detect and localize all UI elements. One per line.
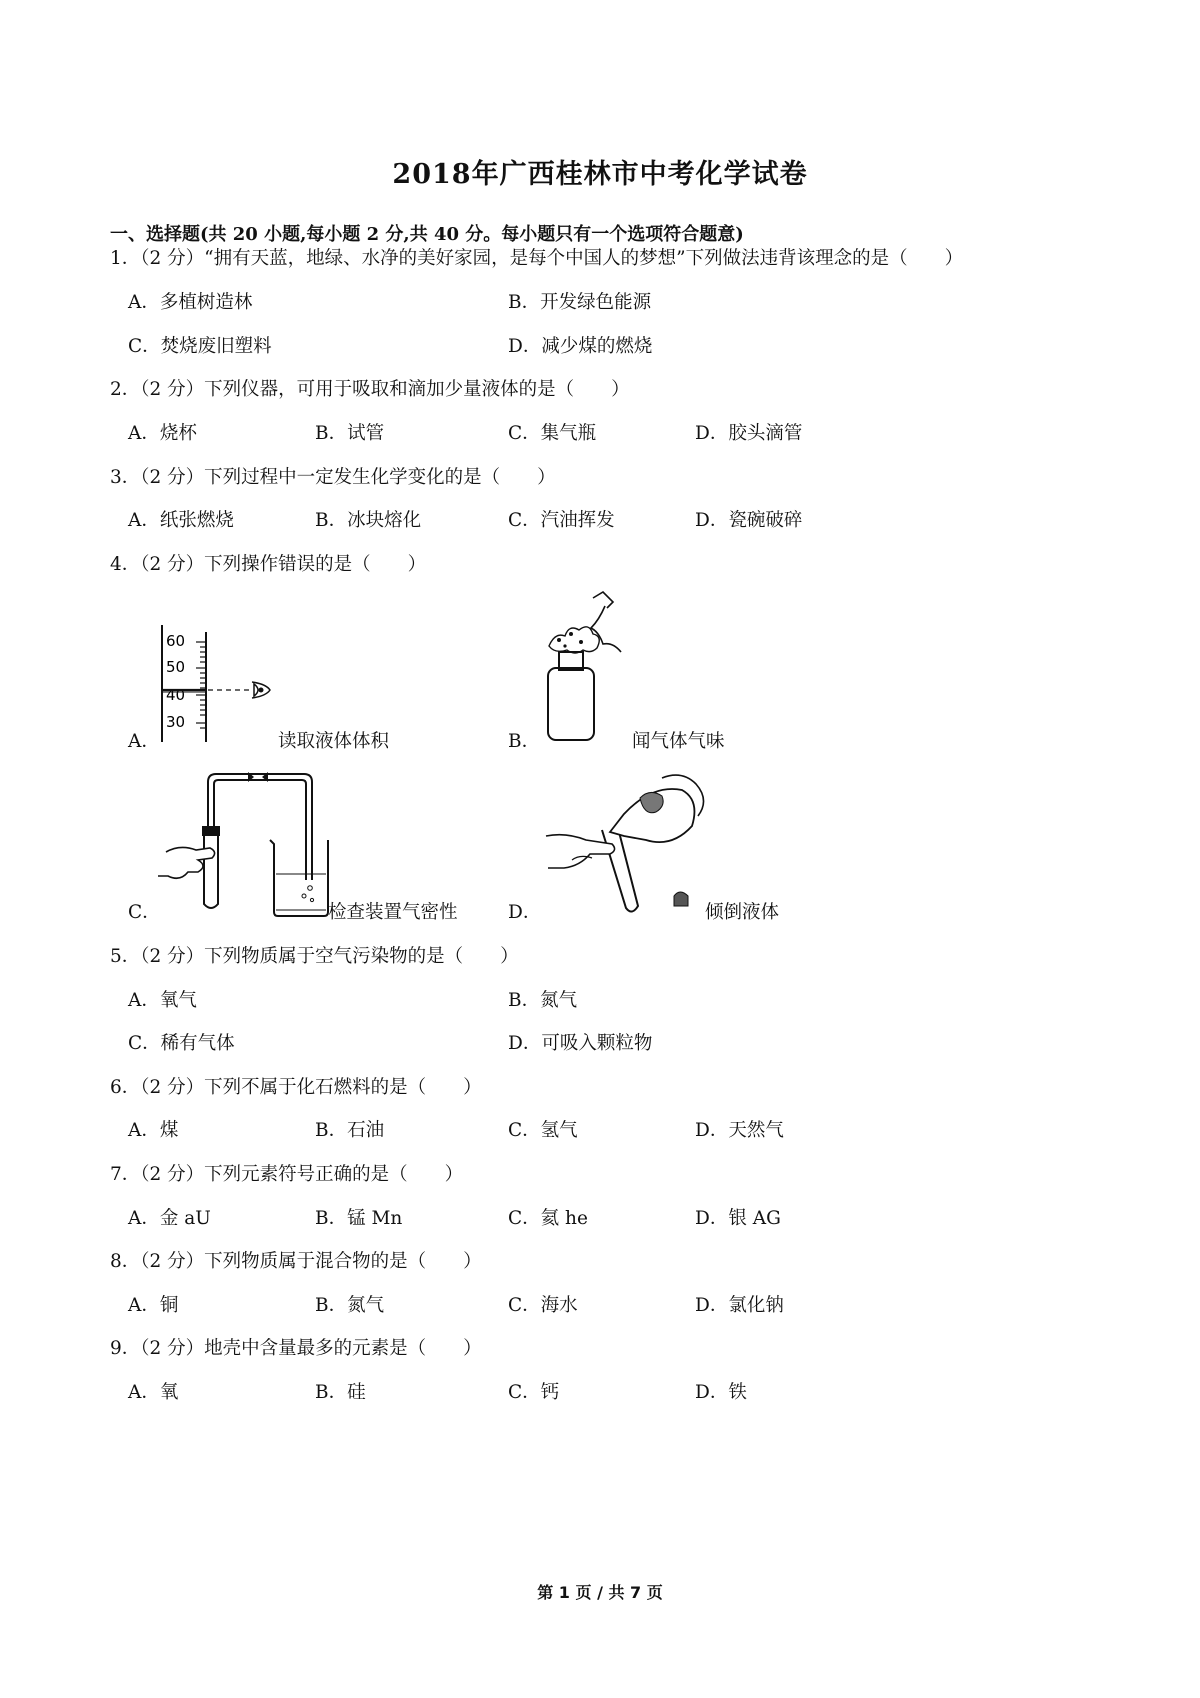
cylinder-tick-50: 50	[166, 658, 186, 676]
test-tube-icon	[602, 828, 638, 912]
question-3-stem: 3．（2 分）下列过程中一定发生化学变化的是（ ）	[110, 467, 556, 488]
question-1-stem: 1．（2 分）“拥有天蓝，地绿、水净的美好家园，是每个中国人的梦想”下列做法违背该理念的是（ ）	[110, 248, 964, 269]
question-7-option-d[interactable]: D．银 AG	[695, 1208, 781, 1229]
question-6-option-a[interactable]: A．煤	[128, 1120, 179, 1141]
page-title: 2018年广西桂林市中考化学试卷	[392, 159, 808, 190]
smelling-gas-figure	[535, 588, 635, 748]
question-2-option-b[interactable]: B．试管	[315, 423, 385, 444]
cylinder-tick-30: 30	[166, 713, 186, 731]
question-8-stem: 8．（2 分）下列物质属于混合物的是（ ）	[110, 1251, 482, 1272]
question-4-option-d[interactable]: D．	[508, 902, 542, 923]
beaker-icon	[270, 840, 328, 916]
question-2-option-d[interactable]: D．胶头滴管	[695, 423, 803, 444]
question-8-option-b[interactable]: B．氮气	[315, 1295, 385, 1316]
question-8-option-c[interactable]: C．海水	[508, 1295, 578, 1316]
question-4-caption-d: 倾倒液体	[705, 902, 780, 923]
question-9-stem: 9．（2 分）地壳中含量最多的元素是（ ）	[110, 1338, 482, 1359]
question-8-option-d[interactable]: D．氯化钠	[695, 1295, 784, 1316]
question-2-option-a[interactable]: A．烧杯	[128, 423, 197, 444]
airtightness-check-figure	[158, 770, 333, 918]
question-9-option-a[interactable]: A．氧	[128, 1382, 179, 1403]
question-6-stem: 6．（2 分）下列不属于化石燃料的是（ ）	[110, 1077, 482, 1098]
question-9-option-c[interactable]: C．钙	[508, 1382, 560, 1403]
eye-icon	[254, 684, 258, 696]
section-heading: 一、选择题(共 20 小题,每小题 2 分,共 40 分。每小题只有一个选项符合题意)	[110, 224, 744, 245]
cylinder-tick-40: 40	[166, 686, 186, 704]
question-1-option-a[interactable]: A．多植树造林	[128, 292, 253, 313]
question-3-option-b[interactable]: B．冰块熔化	[315, 510, 422, 531]
question-7-option-b[interactable]: B．锰 Mn	[315, 1208, 403, 1229]
question-4-option-b[interactable]: B．	[508, 731, 541, 752]
cylinder-tick-60: 60	[166, 632, 186, 650]
question-4-caption-b: 闻气体气味	[632, 731, 725, 752]
question-9-option-d[interactable]: D．铁	[695, 1382, 747, 1403]
question-4-option-c[interactable]: C．	[128, 902, 161, 923]
question-1-option-b[interactable]: B．开发绿色能源	[508, 292, 652, 313]
bottle-stopper-icon	[674, 892, 688, 906]
question-5-stem: 5．（2 分）下列物质属于空气污染物的是（ ）	[110, 946, 519, 967]
question-6-option-c[interactable]: C．氢气	[508, 1120, 578, 1141]
question-5-option-a[interactable]: A．氧气	[128, 990, 197, 1011]
question-3-option-c[interactable]: C．汽油挥发	[508, 510, 615, 531]
question-4-caption-c: 检查装置气密性	[328, 902, 458, 923]
question-7-option-a[interactable]: A．金 aU	[128, 1208, 211, 1229]
question-3-option-d[interactable]: D．瓷碗破碎	[695, 510, 803, 531]
question-6-option-b[interactable]: B．石油	[315, 1120, 385, 1141]
question-5-option-c[interactable]: C．稀有气体	[128, 1033, 235, 1054]
question-1-option-d[interactable]: D．减少煤的燃烧	[508, 336, 653, 357]
question-5-option-d[interactable]: D．可吸入颗粒物	[508, 1033, 653, 1054]
question-2-stem: 2．（2 分）下列仪器，可用于吸取和滴加少量液体的是（ ）	[110, 379, 630, 400]
question-6-option-d[interactable]: D．天然气	[695, 1120, 784, 1141]
page-footer: 第 1 页 / 共 7 页	[537, 1583, 663, 1602]
question-7-option-c[interactable]: C．氦 he	[508, 1208, 588, 1229]
hand-icon	[591, 592, 621, 652]
cylinder-reading-figure	[158, 620, 288, 745]
pouring-liquid-figure	[542, 770, 727, 918]
question-2-option-c[interactable]: C．集气瓶	[508, 423, 597, 444]
question-7-stem: 7．（2 分）下列元素符号正确的是（ ）	[110, 1164, 464, 1185]
question-1-option-c[interactable]: C．焚烧废旧塑料	[128, 336, 272, 357]
question-4-caption-a: 读取液体体积	[278, 731, 390, 752]
question-4-stem: 4．（2 分）下列操作错误的是（ ）	[110, 554, 427, 575]
question-5-option-b[interactable]: B．氮气	[508, 990, 578, 1011]
question-4-option-a[interactable]: A．	[128, 731, 160, 752]
question-8-option-a[interactable]: A．铜	[128, 1295, 179, 1316]
hand-icon	[158, 847, 215, 878]
question-9-option-b[interactable]: B．硅	[315, 1382, 366, 1403]
question-3-option-a[interactable]: A．纸张燃烧	[128, 510, 234, 531]
